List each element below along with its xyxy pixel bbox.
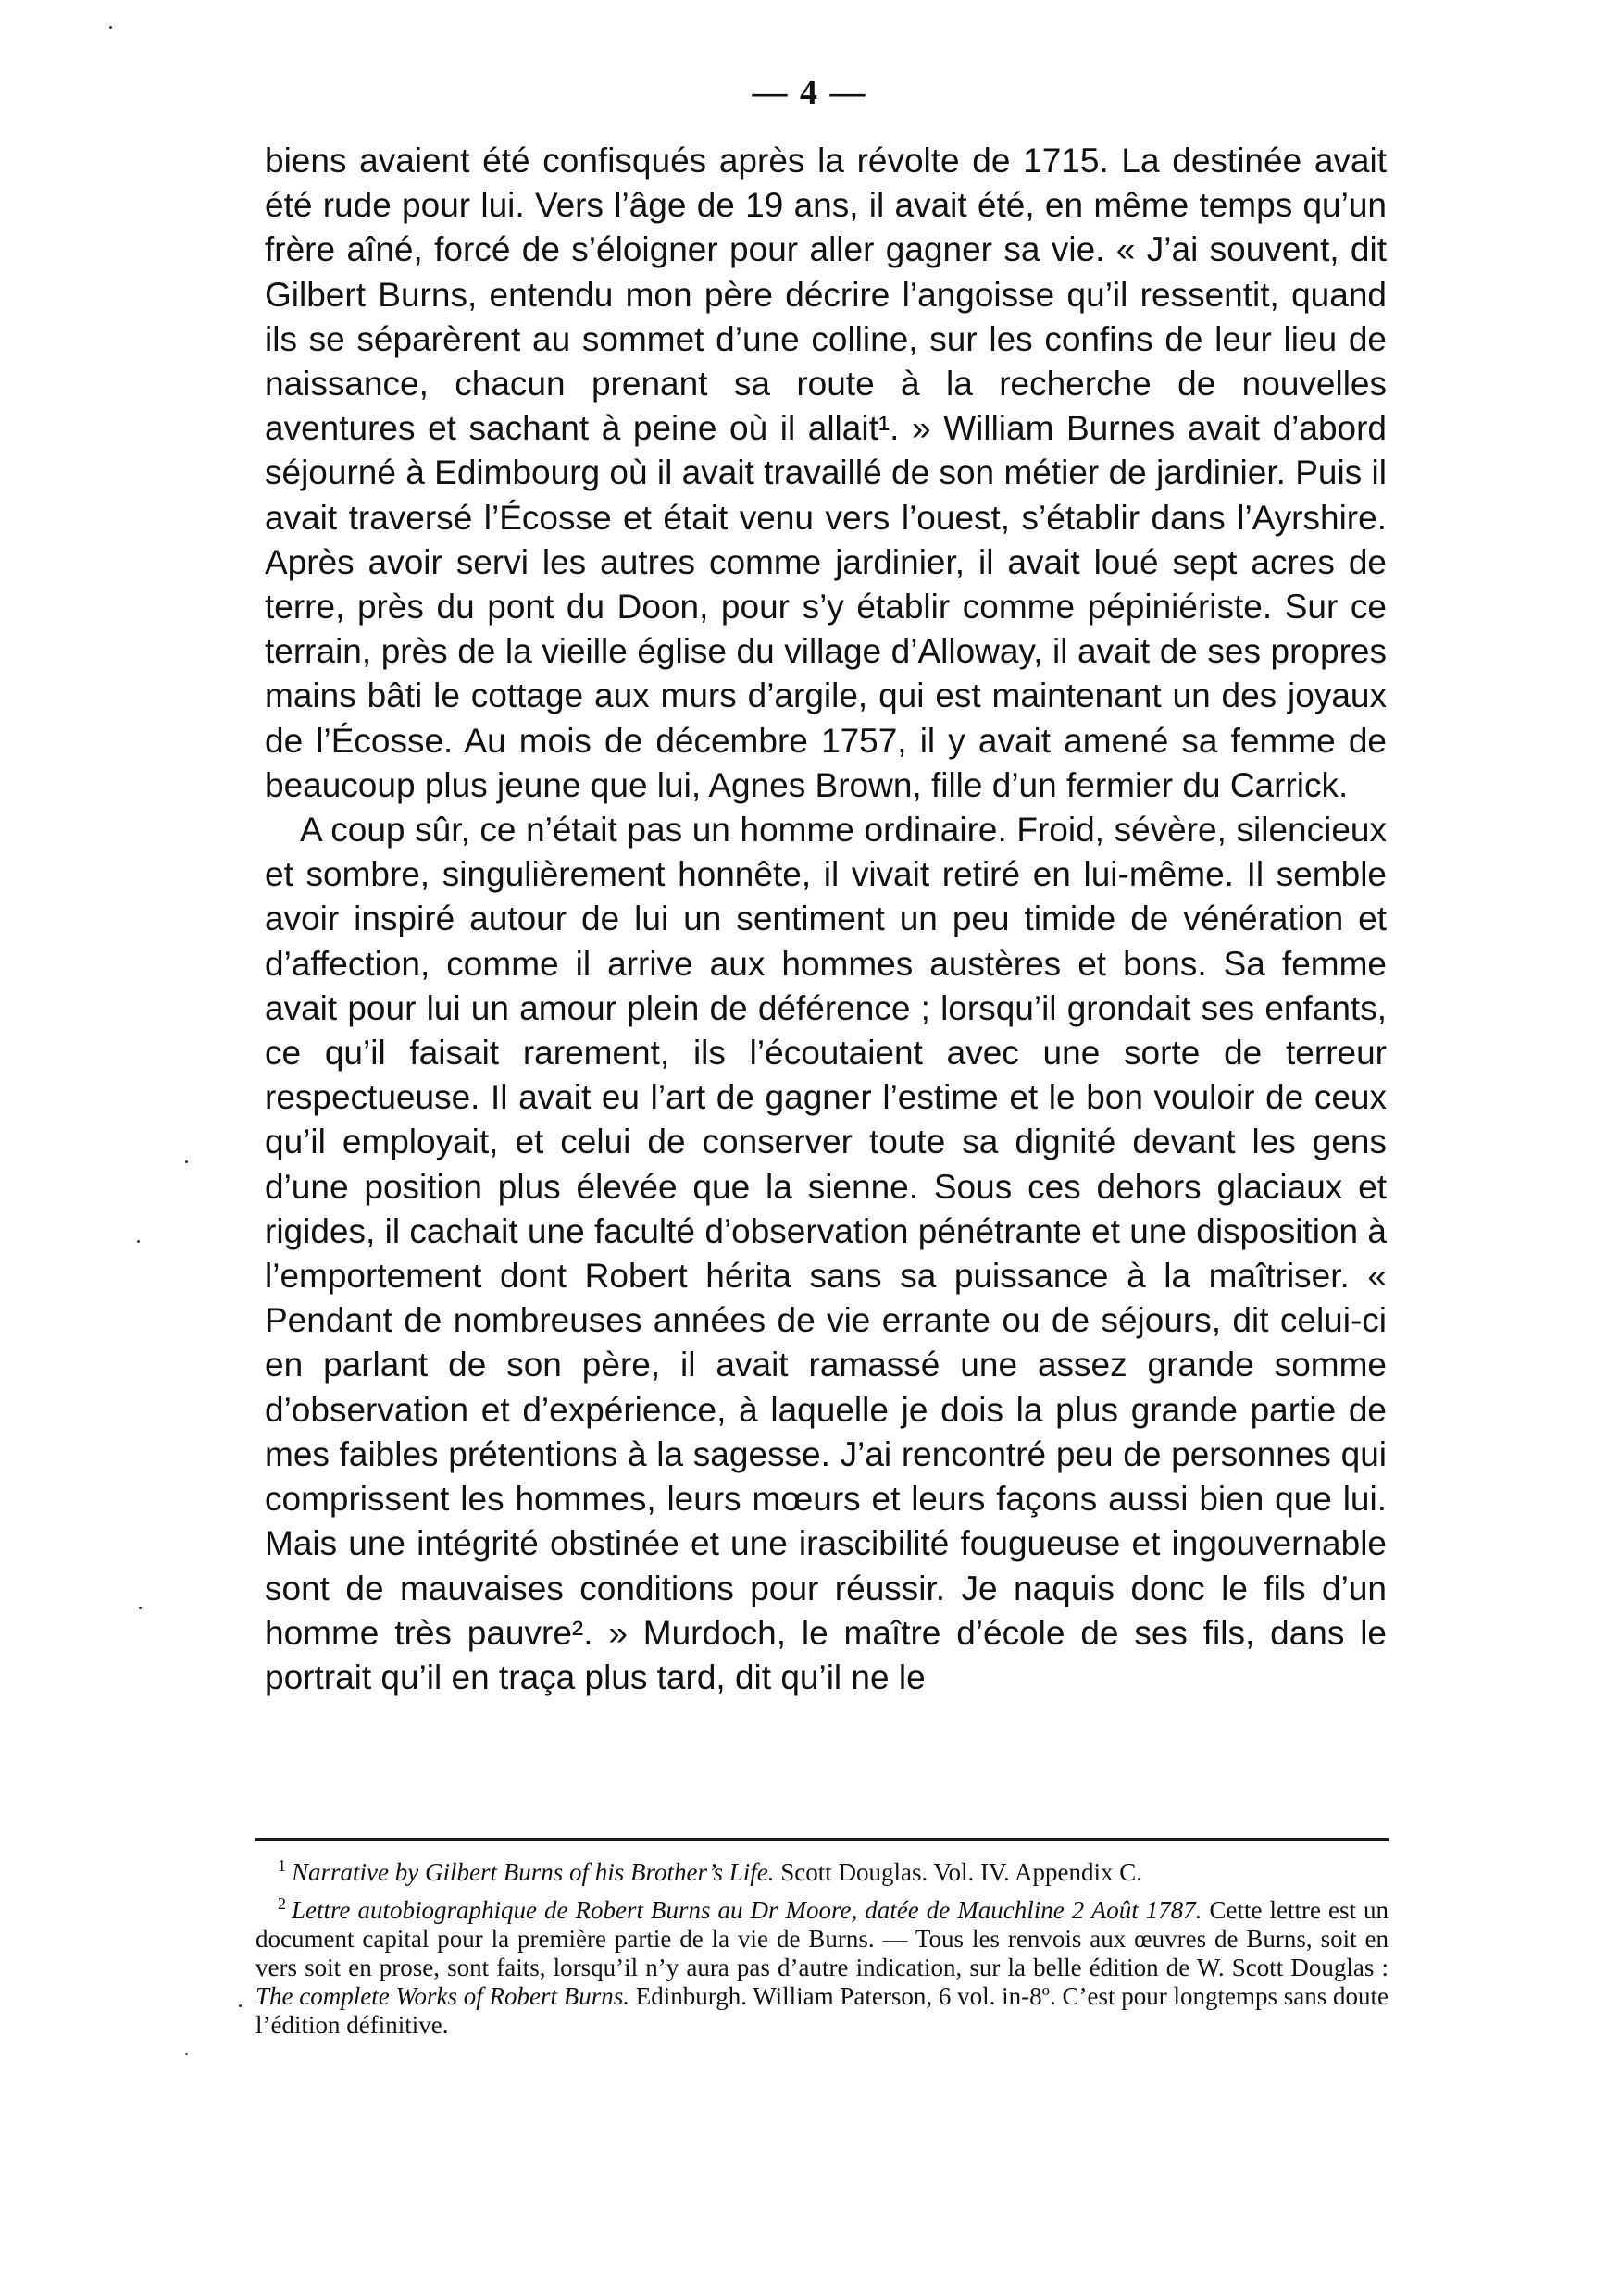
- footnote-2-title: Lettre autobiographique de Robert Burns au Dr Moore, datée de Mauchline 2 Août 1787.: [292, 1896, 1202, 1924]
- footnote-2-mark: 2: [278, 1894, 286, 1913]
- footnote-divider: [255, 1838, 1389, 1841]
- body-text: [265, 139, 1387, 1700]
- footnote-2-text-b: Edinburgh. William Paterson, 6 vol. in-8º. C’est pour longtemps sans doute l’édition définitive.: [255, 1982, 1389, 2039]
- footnote-1-mark: 1: [278, 1856, 286, 1875]
- footnotes: [255, 1858, 1389, 2049]
- footnote-2-work-title: The complete Works of Robert Burns.: [255, 1982, 629, 2010]
- scan-speck: [109, 26, 112, 29]
- footnote-1-title: Narrative by Gilbert Burns of his Brother’s Life.: [292, 1858, 775, 1886]
- scan-speck: [185, 2053, 188, 2055]
- footnote-2: [255, 1896, 1389, 2040]
- footnote-1-text: Scott Douglas. Vol. IV. Appendix C.: [774, 1858, 1143, 1886]
- scan-speck: [239, 2004, 242, 2007]
- scan-speck: [185, 1160, 188, 1163]
- footnote-1: [255, 1858, 1389, 1887]
- paragraph-2: A coup sûr, ce n’était pas un homme ordinaire. Froid, sévère, silencieux et sombre, singulièrement honnête, il vivait retiré en lui-même. Il semble avoir inspiré autour de lui un sentiment un peu timide de vénération et d’affection, comme il arrive aux hommes austères et bons. Sa femme avait pour lui un amour plein de déférence ; lorsqu’il grondait ses enfants, ce qu’il faisait rarement, ils l’écoutaient avec une sorte de terreur respectueuse. Il avait eu l’art de gagner l’estime et le bon vouloir de ceux qu’il employait, et celui de conserver toute sa dignité devant les gens d’une position plus élevée que la sienne. Sous ces dehors glaciaux et rigides, il cachait une faculté d’observation pénétrante et une disposition à l’emportement dont Robert hérita sans sa puissance à la maîtriser. « Pendant de nombreuses années de vie errante ou de séjours, dit celui-ci en parlant de son père, il avait ramassé une assez grande somme d’observation et d’expérience, à laquelle je dois la plus grande partie de mes faibles prétentions à la sagesse. J’ai rencontré peu de personnes qui comprissent les hommes, leurs mœurs et leurs façons aussi bien que lui. Mais une intégrité obstinée et une irascibilité fougueuse et ingouvernable sont de mauvaises conditions pour réussir. Je naquis donc le fils d’un homme très pauvre². » Murdoch, le maître d’école de ses fils, dans le portrait qu’il en traça plus tard, dit qu’il ne le: [265, 811, 1387, 1696]
- page-number: — 4 —: [752, 73, 867, 112]
- scan-speck: [139, 1607, 142, 1609]
- paragraph-1: biens avaient été confisqués après la révolte de 1715. La destinée avait été rude pour lui. Vers l’âge de 19 ans, il avait été, en même temps qu’un frère aîné, forcé de s’éloigner pour aller gagner sa vie. « J’ai souvent, dit Gilbert Burns, entendu mon père décrire l’angoisse qu’il ressentit, quand ils se séparèrent au sommet d’une colline, sur les confins de leur lieu de naissance, chacun prenant sa route à la recherche de nouvelles aventures et sachant à peine où il allait¹. » William Burnes avait d’abord séjourné à Edimbourg où il avait travaillé de son métier de jardinier. Puis il avait traversé l’Écosse et était venu vers l’ouest, s’établir dans l’Ayrshire. Après avoir servi les autres comme jardinier, il avait loué sept acres de terre, près du pont du Doon, pour s’y établir comme pépiniériste. Sur ce terrain, près de la vieille église du village d’Alloway, il avait de ses propres mains bâti le cottage aux murs d’argile, qui est maintenant un des joyaux de l’Écosse. Au mois de décembre 1757, il y avait amené sa femme de beaucoup plus jeune que lui, Agnes Brown, fille d’un fermier du Carrick.: [265, 142, 1387, 804]
- scan-speck: [137, 1240, 140, 1243]
- footnote-2-text-a: Cette lettre est un document capital pour la première partie de la vie de Burns. — Tous les renvois aux œuvres de Burns, soit en vers soit en prose, sont faits, lorsqu’il n’y aura pas d’autre indication, sur la belle édition de W. Scott Douglas :: [255, 1896, 1389, 1981]
